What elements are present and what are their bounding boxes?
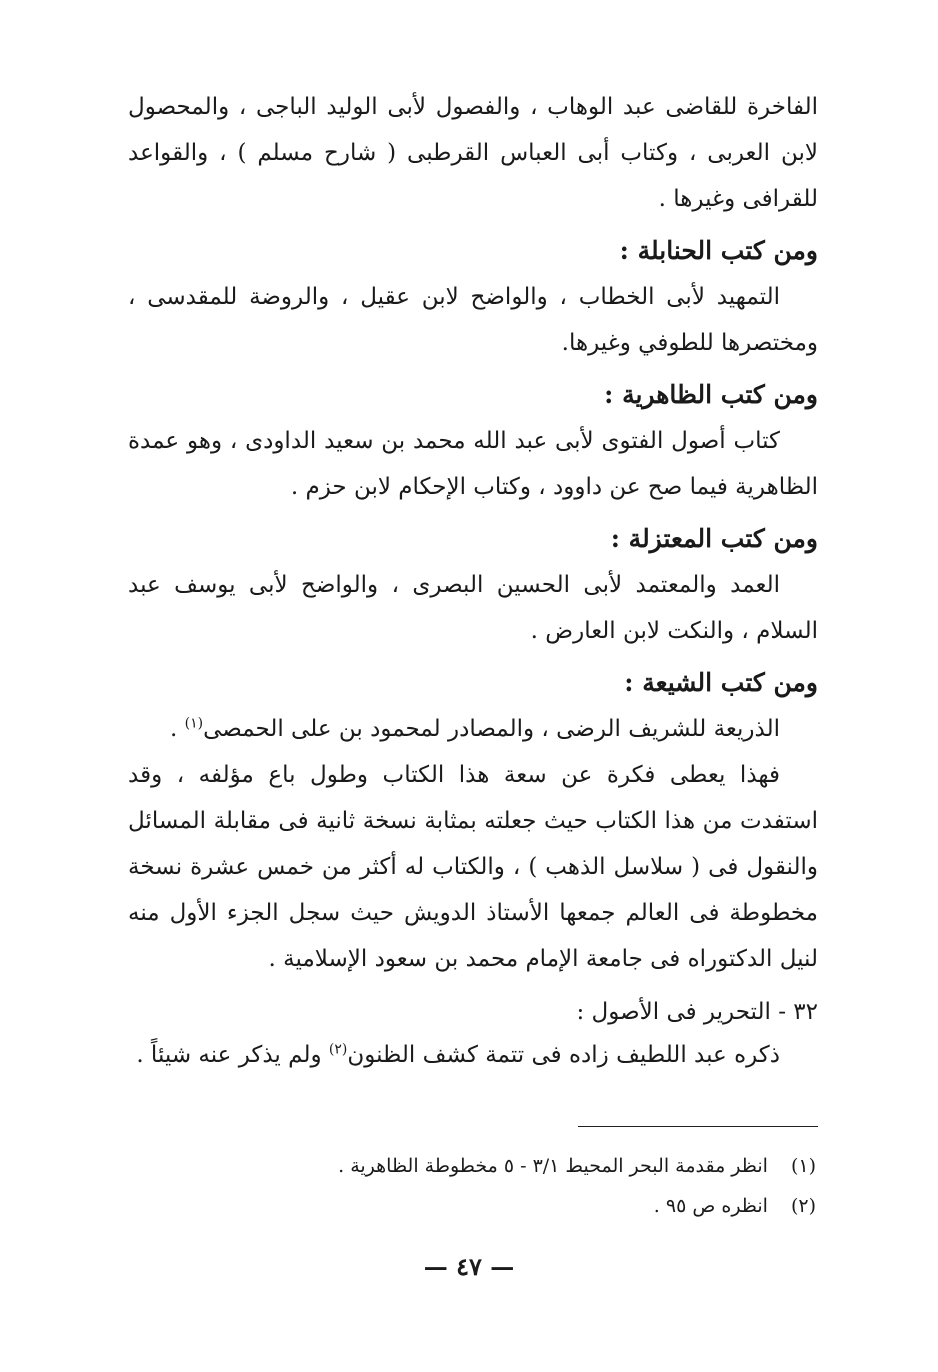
paragraph-shia-text: الذريعة للشريف الرضى ، والمصادر لمحمود بن على الحمصى [203,716,780,742]
heading-hanabila: ومن كتب الحنابلة : [619,236,818,265]
page-body [128,84,818,1078]
footnotes [256,1146,816,1226]
heading-zahiriya: ومن كتب الظاهرية : [604,380,818,409]
footnote-1-text: انظر مقدمة البحر المحيط ٣/١ - ٥ مخطوطة الظاهرية . [338,1155,768,1177]
footnote-ref-1[interactable]: (١) [184,715,204,732]
footnote-1 [256,1146,816,1186]
paragraph-shia-tail: . [170,716,185,742]
page-number: — ٤٧ — [423,1252,515,1281]
heading-shia: ومن كتب الشيعة : [624,668,818,697]
footnote-2 [256,1186,816,1226]
conclusion-paragraph: فهذا يعطى فكرة عن سعة هذا الكتاب وطول باع مؤلفه ، وقد استفدت من هذا الكتاب حيث جعلته بمثابة نسخة ثانية فى مقابلة المسائل والنقول فى ( سلاسل الذهب ) ، والكتاب له أكثر من خمس عشرة نسخة مخطوطة فى العالم جمعها الأستاذ الدويش حيث سجل الجزء الأول منه لنيل الدكتوراه فى جامعة الإمام محمد بن سعود الإسلامية . [128,762,818,972]
footnote-ref-2[interactable]: (٢) [328,1041,348,1058]
paragraph-hanabila: التمهيد لأبى الخطاب ، والواضح لابن عقيل ، والروضة للمقدسى ، ومختصرها للطوفي وغيرها. [128,284,818,356]
footnote-2-text: انظره ص ٩٥ . [653,1195,768,1217]
paragraph-zahiriya: كتاب أصول الفتوى لأبى عبد الله محمد بن سعيد الداودى ، وهو عمدة الظاهرية فيما صح عن داوود ، وكتاب الإحكام لابن حزم . [128,428,818,500]
item-32-text-after: ولم يذكر عنه شيئاً . [136,1042,329,1068]
item-32-title: ٣٢ - التحرير فى الأصول : [576,999,818,1025]
footnote-divider [578,1126,818,1127]
item-32-text-before: ذكره عبد اللطيف زاده فى تتمة كشف الظنون [347,1042,780,1068]
footnote-2-number: (٢) [790,1195,816,1217]
paragraph-shia [128,706,818,752]
heading-mutazila: ومن كتب المعتزلة : [610,524,818,553]
item-32-paragraph [128,1032,818,1078]
intro-paragraph: الفاخرة للقاضى عبد الوهاب ، والفصول لأبى الوليد الباجى ، والمحصول لابن العربى ، وكتاب أبى العباس القرطبى ( شارح مسلم ) ، والقواعد للقرافى وغيرها . [128,94,818,212]
paragraph-mutazila: العمد والمعتمد لأبى الحسين البصرى ، والواضح لأبى يوسف عبد السلام ، والنكت لابن العارض . [128,572,818,644]
footnote-1-number: (١) [790,1155,816,1177]
